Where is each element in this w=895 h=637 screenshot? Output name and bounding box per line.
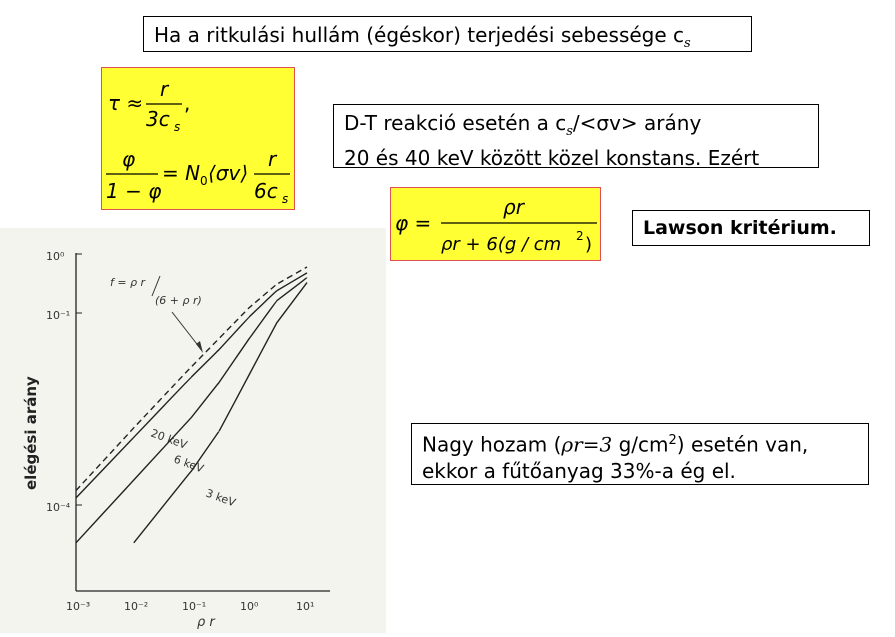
lawson-text: Lawson kritérium.	[643, 217, 837, 239]
phi-equals-N: = N	[162, 161, 201, 185]
yield-line-1-c: ) esetén van,	[676, 432, 809, 457]
yield-sup: 2	[668, 433, 677, 448]
dt-line-1-end: /<σv> arány	[572, 111, 702, 135]
phi-N-sub: 0	[200, 174, 208, 188]
dt-line-2: 20 és 40 keV között közel konstans. Ezért	[344, 146, 760, 170]
x-tick-label: 10⁻¹	[182, 600, 207, 613]
yield-box	[411, 423, 869, 485]
curve-label-3kev: 3 keV	[203, 486, 238, 510]
tau-denominator: 3c	[146, 107, 170, 131]
legend-denominator: (6 + ρ r)	[155, 294, 202, 307]
y-tick-label: 10⁰	[46, 250, 65, 263]
y-tick-label: 10⁻¹	[46, 309, 71, 322]
y-tick-label: 10⁻⁴	[46, 501, 71, 514]
tau-numerator: r	[160, 77, 169, 101]
x-tick-label: 10¹	[296, 600, 315, 613]
phi-r-numerator: r	[268, 147, 277, 171]
dt-line-1-sub: s	[566, 124, 573, 139]
tau-comma: ,	[184, 91, 191, 115]
title-box	[143, 16, 752, 52]
title-subscript: s	[684, 36, 691, 51]
yield-line-1	[422, 428, 858, 458]
phi-r-denominator: 6c	[254, 179, 278, 203]
dt-line-1-start: D-T reakció esetén a c	[344, 111, 567, 135]
phi-rho-numerator: ρr	[503, 195, 524, 219]
formula-box-phi-rho	[390, 187, 601, 261]
x-tick-label: 10⁰	[240, 600, 259, 613]
yield-line-1-b: g/cm	[612, 432, 669, 457]
yield-line-1-a: Nagy hozam (	[422, 432, 562, 457]
burn-fraction-chart	[0, 228, 386, 633]
phi-sigma-v: ⟨σv⟩	[208, 161, 249, 185]
dt-reaction-box	[333, 104, 819, 168]
phi-numerator: φ	[122, 147, 136, 171]
x-tick-label: 10⁻³	[66, 600, 91, 613]
tau-denominator-sub: s	[174, 120, 181, 134]
phi-rho-denominator: ρr + 6(g / cm	[441, 234, 562, 255]
curve-label-6kev: 6 keV	[171, 452, 206, 476]
phi-rho-denominator-sup: 2	[576, 229, 584, 243]
x-axis-label: ρ r	[197, 615, 215, 630]
formula-svg-2	[391, 188, 602, 262]
curve-label-20kev: 20 keV	[148, 426, 189, 452]
legend-formula: f = ρ r	[110, 276, 146, 289]
title-text: Ha a ritkulási hullám (égéskor) terjedési sebessége c	[154, 23, 685, 47]
lawson-box	[632, 210, 870, 246]
yield-rho-value: ρr=3	[561, 432, 613, 457]
formula-box-tau-phi	[101, 67, 295, 210]
chart-svg	[0, 228, 386, 633]
phi-r-denominator-sub: s	[282, 192, 289, 206]
phi-rho-denominator-tail: )	[585, 234, 593, 255]
formula-svg-1	[102, 68, 296, 211]
phi-rho-lhs: φ =	[395, 211, 432, 235]
dt-line-1	[344, 110, 808, 145]
tau-lhs: τ ≈	[108, 91, 144, 115]
phi-denominator: 1 − φ	[106, 179, 162, 203]
y-axis-label: elégési arány	[22, 376, 40, 490]
yield-line-2: ekkor a fűtőanyag 33%-a ég el.	[422, 458, 736, 483]
x-tick-label: 10⁻²	[124, 600, 149, 613]
series-line-6-kev	[76, 278, 307, 543]
